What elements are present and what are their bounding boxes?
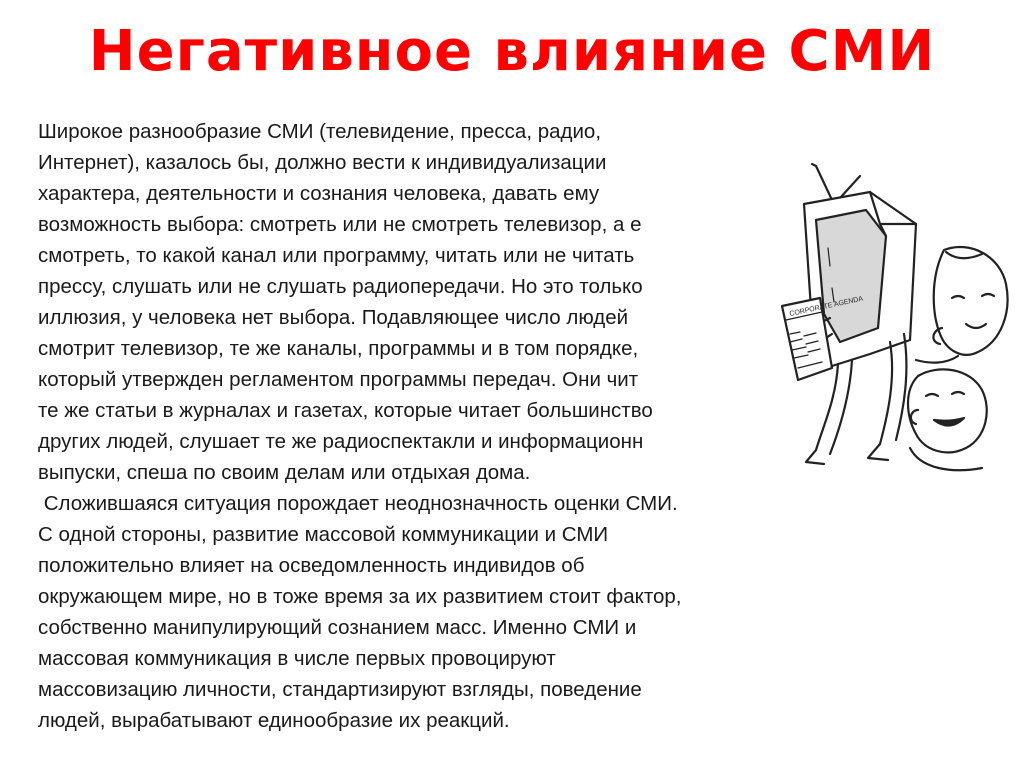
text-line: Интернет), казалось бы, должно вести к индивидуализации <box>38 151 607 174</box>
text-line: иллюзия, у человека нет выбора. Подавляющее число людей <box>38 306 629 329</box>
text-line: Широкое разнообразие СМИ (телевидение, пресса, радио, <box>38 120 602 143</box>
text-line: людей, вырабатывают единообразие их реакций. <box>38 709 510 732</box>
text-line: смотрит телевизор, те же каналы, программы и в том порядке, <box>38 337 639 360</box>
text-line: Сложившаяся ситуация порождает неоднозначность оценки СМИ. <box>38 492 678 515</box>
tv-antenna-left <box>812 164 832 200</box>
tv-head-illustration <box>720 128 1020 498</box>
text-line: характера, деятельности и сознания человека, давать ему <box>38 182 600 205</box>
slide-title: Негативное влияние СМИ <box>88 19 936 84</box>
leg-right <box>868 342 892 460</box>
text-line: массовая коммуникация в числе первых провоцируют <box>38 647 556 670</box>
text-line: положительно влияет на осведомленность индивидов об <box>38 554 585 577</box>
body-text <box>38 116 798 736</box>
text-line: С одной стороны, развитие массовой коммуникации и СМИ <box>38 523 609 546</box>
text-line: возможность выбора: смотреть или не смотреть телевизор, а е <box>38 213 642 236</box>
text-line: те же статьи в журналах и газетах, которые читает большинство <box>38 399 653 422</box>
newspaper-headline: CORPORATE AGENDA <box>788 295 864 318</box>
text-line: выпуски, спеша по своим делам или отдыхая дома. <box>38 461 531 484</box>
text-line: смотреть, то какой канал или программу, читать или не читать <box>38 244 635 267</box>
text-line: других людей, слушает те же радиоспектакли и информационн <box>38 430 644 453</box>
figure-head <box>934 247 1008 355</box>
tv-person-drawing <box>720 128 1020 498</box>
text-line: собственно манипулирующий сознанием масс. Именно СМИ и <box>38 616 637 639</box>
text-line: который утвержден регламентом программы передач. Они чит <box>38 368 639 391</box>
leg-left <box>806 364 838 464</box>
lower-face <box>908 369 987 452</box>
text-line: прессу, слушать или не слушать радиопередачи. Но это только <box>38 275 643 298</box>
text-line: окружающем мире, но в тоже время за их развитием стоит фактор, <box>38 585 682 608</box>
text-line: массовизацию личности, стандартизируют взгляды, поведение <box>38 678 642 701</box>
